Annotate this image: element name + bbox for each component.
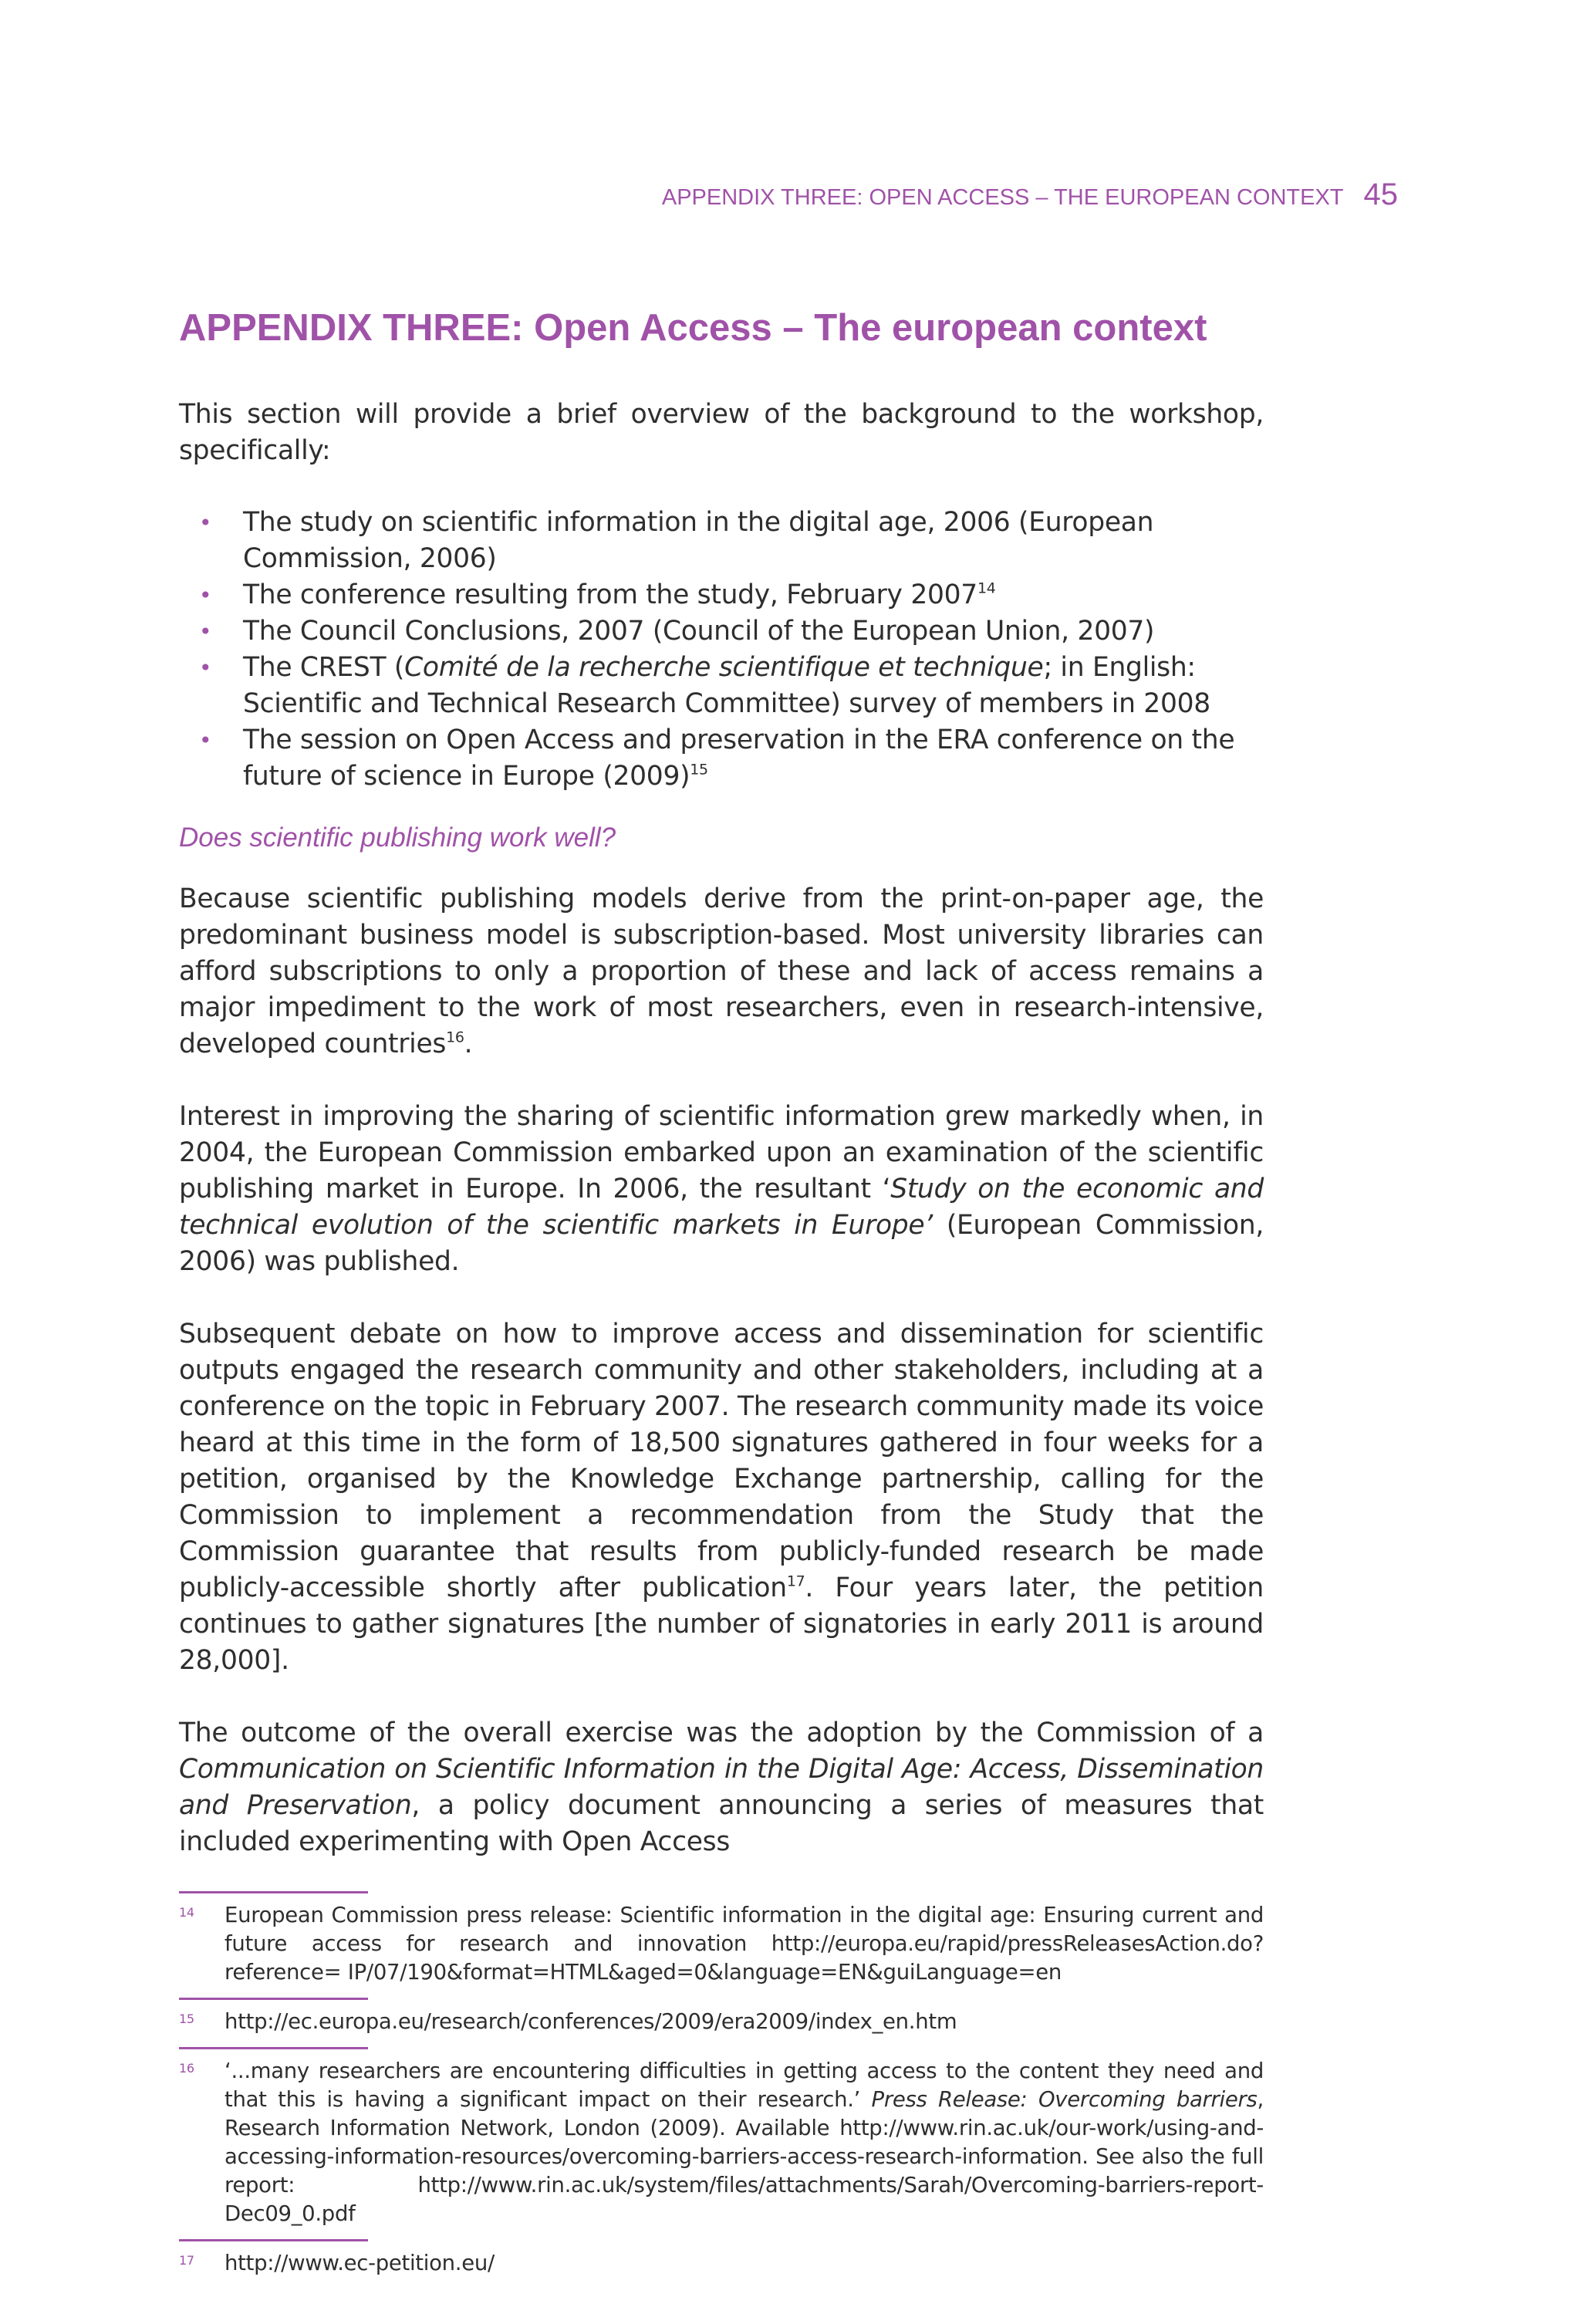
list-item-text: The session on Open Access and preservation in the ERA conference on the future of science in Europe (2009) — [243, 725, 1235, 792]
bullet-icon: • — [199, 583, 212, 608]
list-item-text: The study on scientific information in the digital age, 2006 (European Commission, 2006) — [243, 507, 1154, 574]
paragraph — [179, 1715, 1264, 1860]
bullet-list-container — [179, 505, 1264, 795]
footnote — [179, 2249, 1264, 2278]
footnote-text-part: ‘...many researchers are encountering difficulties in getting access to the content they need and that this is having a significant impact on their research.’ — [225, 2059, 1264, 2112]
footnote-italic: Press Release: Overcoming barriers — [871, 2087, 1258, 2112]
footnote-text: European Commission press release: Scientific information in the digital age: Ensuring current and future access for research and innovation http://europa.eu/rapid/pressReleasesAction.do?reference= IP/07/190&format=HTML&aged=0&language=EN&guiLanguage=en — [225, 1903, 1264, 1985]
running-title: APPENDIX THREE: OPEN ACCESS – THE EUROPEAN CONTEXT — [661, 185, 1344, 210]
footnote — [179, 1901, 1264, 1987]
footnote-number: 15 — [179, 2012, 194, 2026]
list-item — [179, 505, 1264, 577]
footnote-ref[interactable]: 17 — [786, 1572, 805, 1590]
paragraph-italic: Study on the economic and technical evolution of the scientific markets in Europe’ — [179, 1174, 1264, 1241]
paragraph-text: (European Commission, 2006) was published. — [179, 1210, 1264, 1277]
footnote-divider — [179, 2239, 368, 2241]
list-item-text: The conference resulting from the study, February 2007 — [243, 579, 977, 610]
list-item — [179, 577, 1264, 613]
list-item — [179, 722, 1264, 795]
footnote — [179, 2008, 1264, 2036]
main-column — [179, 0, 1264, 2324]
paragraph-text: . — [464, 1029, 473, 1059]
footnote-divider — [179, 2047, 368, 2049]
list-item-text: ; in English: Scientific and Technical Research Committee) survey of members in 2008 — [243, 652, 1210, 719]
footnote-divider — [179, 1891, 368, 1893]
paragraph-text: Interest in improving the sharing of scientific information grew markedly when, in 2004, the European Commission embarked upon an examination of the scientific publishing market in Europe. In 2006, the resultant ‘ — [179, 1101, 1264, 1204]
intro-text: This section will provide a brief overview of the background to the workshop, specifically: — [179, 399, 1264, 466]
paragraph-text: . Four years later, the petition continues to gather signatures [the number of signatories in early 2011 is around 28,000]. — [179, 1572, 1264, 1676]
footnote-number: 16 — [179, 2061, 194, 2076]
section-subheading: Does scientific publishing work well? — [179, 823, 616, 853]
list-item — [179, 613, 1264, 650]
footnote-link[interactable]: http://www.ec-petition.eu/ — [225, 2251, 495, 2275]
page-title: APPENDIX THREE: Open Access – The european context — [179, 307, 1207, 349]
bullet-list — [179, 505, 1264, 795]
footnote-ref[interactable]: 14 — [977, 579, 996, 597]
footnotes-section — [179, 1891, 1264, 2278]
footnote-number: 17 — [179, 2253, 194, 2268]
list-item-text: The Council Conclusions, 2007 (Council of the European Union, 2007) — [243, 616, 1155, 647]
paragraph — [179, 1316, 1264, 1679]
paragraph-text: Because scientific publishing models derive from the print-on-paper age, the predominant business model is subscription-based. Most university libraries can afford subscriptions to only a proportion of these and lack of access remains a major impediment to the work of most researchers, even in research-intensive, developed countries — [179, 883, 1264, 1059]
footnote-link[interactable]: http://ec.europa.eu/research/conferences/2009/era2009/index_en.htm — [225, 2009, 957, 2034]
list-item-text: The CREST ( — [243, 652, 405, 683]
bullet-icon: • — [199, 728, 212, 753]
footnote — [179, 2057, 1264, 2228]
paragraph-text: , a policy document announcing a series of measures that included experimenting with Open Access — [179, 1790, 1264, 1857]
bullet-icon: • — [199, 619, 212, 644]
footnote-text — [225, 2057, 1264, 2228]
footnote-text-part: , Research Information Network, London (2009). Available http://www.rin.ac.uk/our-work/using-and-accessing-information-resources/overcoming-barriers-access-research-information. See also the full report: http://www.rin.ac.uk/system/files/attachments/Sarah/Overcoming-barriers-report-Dec09_0.pdf — [225, 2087, 1264, 2226]
footnote-ref[interactable]: 15 — [690, 761, 708, 779]
footnote-ref[interactable]: 16 — [446, 1029, 464, 1046]
paragraph — [179, 881, 1264, 1062]
footnote-divider — [179, 1998, 368, 2000]
paragraph-text: The outcome of the overall exercise was the adoption by the Commission of a — [179, 1718, 1264, 1748]
paragraph-text: Subsequent debate on how to improve access and dissemination for scientific outputs engaged the research community and other stakeholders, including at a conference on the topic in February 2007. The research community made its voice heard at this time in the form of 18,500 signatures gathered in four weeks for a petition, organised by the Knowledge Exchange partnership, calling for the Commission to implement a recommendation from the Study that the Commission guarantee that results from publicly-funded research be made publicly-accessible shortly after publication — [179, 1319, 1264, 1603]
footnote-number: 14 — [179, 1905, 194, 1920]
bullet-icon: • — [199, 655, 212, 681]
list-item-italic: Comité de la recherche scientifique et technique — [404, 652, 1044, 683]
paragraph-italic: Communication on Scientific Information in the Digital Age: Access, Dissemination and Preservation — [179, 1754, 1264, 1821]
page-number: 45 — [1363, 177, 1398, 211]
list-item — [179, 650, 1264, 722]
paragraph — [179, 1099, 1264, 1280]
bullet-icon: • — [199, 510, 212, 535]
intro-paragraph — [179, 397, 1264, 469]
